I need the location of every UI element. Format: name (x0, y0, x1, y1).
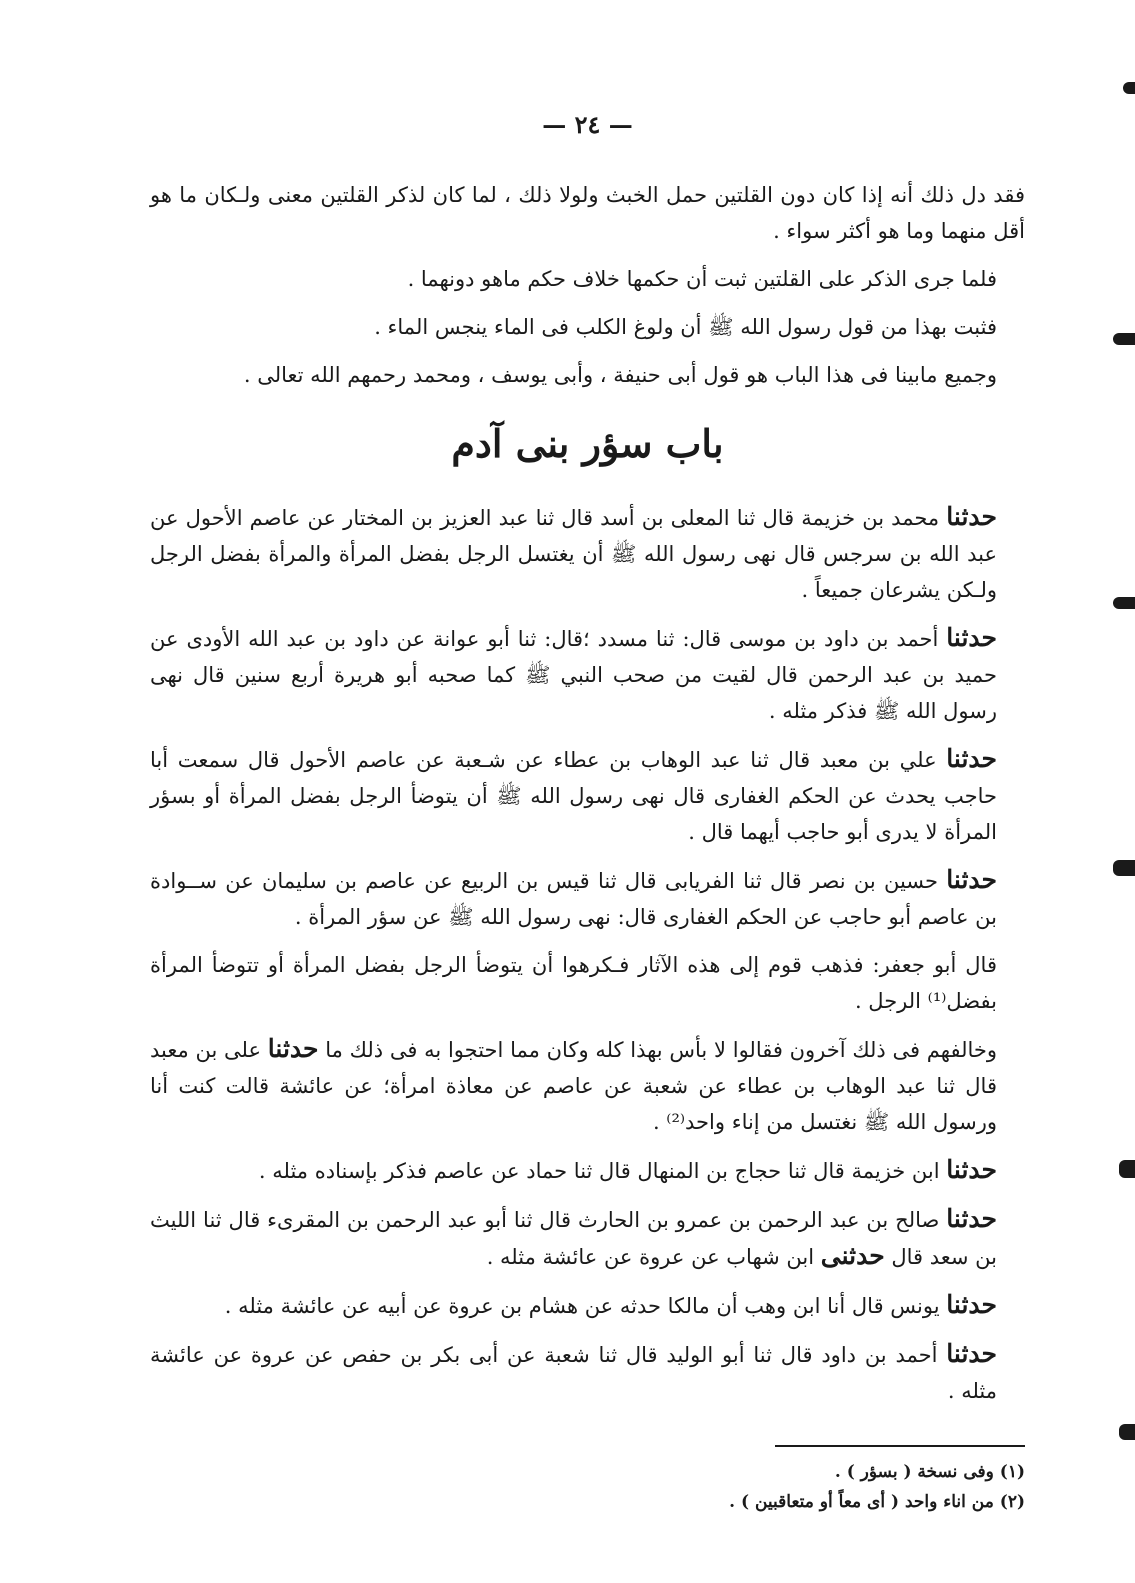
hadith-text: ابن شهاب عن عروة عن عائشة مثله . (486, 1245, 815, 1269)
paragraph: فلما جرى الذكر على القلتين ثبت أن حكمها خلاف حكم ماهو دونهما . (407, 267, 997, 291)
hadith-text: حسين بن نصر قال ثنا الفريابى قال ثنا قيس بن الربيع عن عاصم بن سليمان عن ســوادة بن عاصم أبو حاجب عن الحكم الغفارى قال: نهى رسول الله ﷺ عن سؤر المرأة . (150, 869, 997, 929)
margin-mark (1119, 1160, 1135, 1178)
hadith-text: يونس قال أنا ابن وهب أن مالكا حدثه عن هشام بن عروة عن أبيه عن عائشة مثله . (224, 1294, 940, 1318)
paragraph-text: على بن معبد قال ثنا عبد الوهاب بن عطاء عن شعبة عن عاصم عن معاذة امرأة؛ عن عائشة قالت كنت أنا ورسول الله ﷺ نغتسل من إناء واحد⁽²⁾ . (150, 1038, 997, 1134)
chapter-title: باب سؤر بنى آدم (451, 421, 724, 466)
footnotes (729, 1445, 1025, 1517)
paragraph: فثبت بهذا من قول رسول الله ﷺ أن ولوغ الكلب فى الماء ينجس الماء . (374, 315, 997, 339)
abu-jafar-paragraph: قال أبو جعفر: فذهب قوم إلى هذه الآثار فـكرهوا أن يتوضأ الرجل بفضل المرأة أو تتوضأ المرأة بفضل⁽¹⁾ الرجل . (150, 953, 997, 1013)
hadith-text: أحمد بن داود بن موسى قال: ثنا مسدد ؛قال: ثنا أبو عوانة عن داود بن عبد الله الأودى عن حميد بن عبد الرحمن قال لقيت من صحب النبي ﷺ كما صحبه أبو هريرة أربع سنين قال نهى رسول الله ﷺ فذكر مثله . (150, 627, 997, 723)
haddatha-word: حدثنا (946, 744, 997, 773)
hadith-text: أحمد بن داود قال ثنا أبو الوليد قال ثنا شعبة عن أبى بكر بن حفص عن عروة عن عائشة مثله . (150, 1343, 997, 1403)
margin-mark (1119, 1424, 1135, 1440)
hadith-text: ابن خزيمة قال ثنا حجاج بن المنهال قال ثنا حماد عن عاصم فذكر بإسناده مثله . (258, 1159, 940, 1183)
hadith-paragraph (150, 1287, 1025, 1324)
hadith-paragraph (150, 1152, 1025, 1189)
footnote: (٢) من اناء واحد ( أى معاً أو متعاقبين ) . (729, 1492, 1025, 1512)
hadith-paragraph (150, 1201, 1025, 1275)
haddatha-word: حدثنا (946, 502, 997, 531)
haddatha-word: حدثنا (946, 1155, 997, 1184)
hadith-paragraph (150, 620, 1025, 729)
margin-mark (1123, 82, 1135, 94)
haddathani-word: حدثنى (820, 1241, 885, 1270)
haddatha-word: حدثنا (267, 1034, 319, 1063)
paragraph: وجميع مابينا فى هذا الباب هو قول أبى حنيفة ، وأبى يوسف ، ومحمد رحمهم الله تعالى . (243, 363, 997, 387)
footnote: (١) وفى نسخة ( بسؤر ) . (834, 1462, 1025, 1482)
haddatha-word: حدثنا (946, 623, 997, 652)
document-page (150, 110, 1025, 1510)
hadith-paragraph (150, 741, 1025, 850)
hadith-paragraph (150, 499, 1025, 608)
margin-mark (1113, 333, 1135, 345)
khalafahum-paragraph (150, 1031, 1025, 1140)
paragraph: فقد دل ذلك أنه إذا كان دون القلتين حمل الخبث ولولا ذلك ، لما كان لذكر القلتين معنى ولـكان ما هو أقل منهما وما هو أكثر سواء . (150, 183, 1025, 243)
haddatha-word: حدثنا (946, 1290, 997, 1319)
hadith-text: صالح بن عبد الرحمن بن عمرو بن الحارث قال ثنا أبو عبد الرحمن بن المقرىء قال ثنا الليث بن سعد قال (150, 1208, 997, 1269)
margin-mark (1113, 860, 1135, 876)
haddatha-word: حدثنا (946, 1339, 997, 1368)
hadith-paragraph (150, 862, 1025, 935)
haddatha-word: حدثنا (946, 865, 997, 894)
page-number: — ٢٤ — (542, 110, 633, 139)
hadith-paragraph (150, 1336, 1025, 1409)
hadith-text: علي بن معبد قال ثنا عبد الوهاب بن عطاء عن شـعبة عن عاصم الأحول قال سمعت أبا حاجب يحدث عن الحكم الغفارى قال نهى رسول الله ﷺ أن يتوضأ الرجل بفضل المرأة أو بسؤر المرأة لا يدرى أبو حاجب أيهما قال . (150, 748, 997, 844)
paragraph-text: وخالفهم فى ذلك آخرون فقالوا لا بأس بهذا كله وكان مما احتجوا به فى ذلك ما (325, 1038, 997, 1062)
hadith-text: محمد بن خزيمة قال ثنا المعلى بن أسد قال ثنا عبد العزيز بن المختار عن عاصم الأحول عن عبد الله بن سرجس قال نهى رسول الله ﷺ أن يغتسل الرجل بفضل المرأة والمرأة بفضل الرجل ولـكن يشرعان جميعاً . (150, 506, 997, 602)
margin-mark (1113, 597, 1135, 609)
haddatha-word: حدثنا (946, 1204, 997, 1233)
